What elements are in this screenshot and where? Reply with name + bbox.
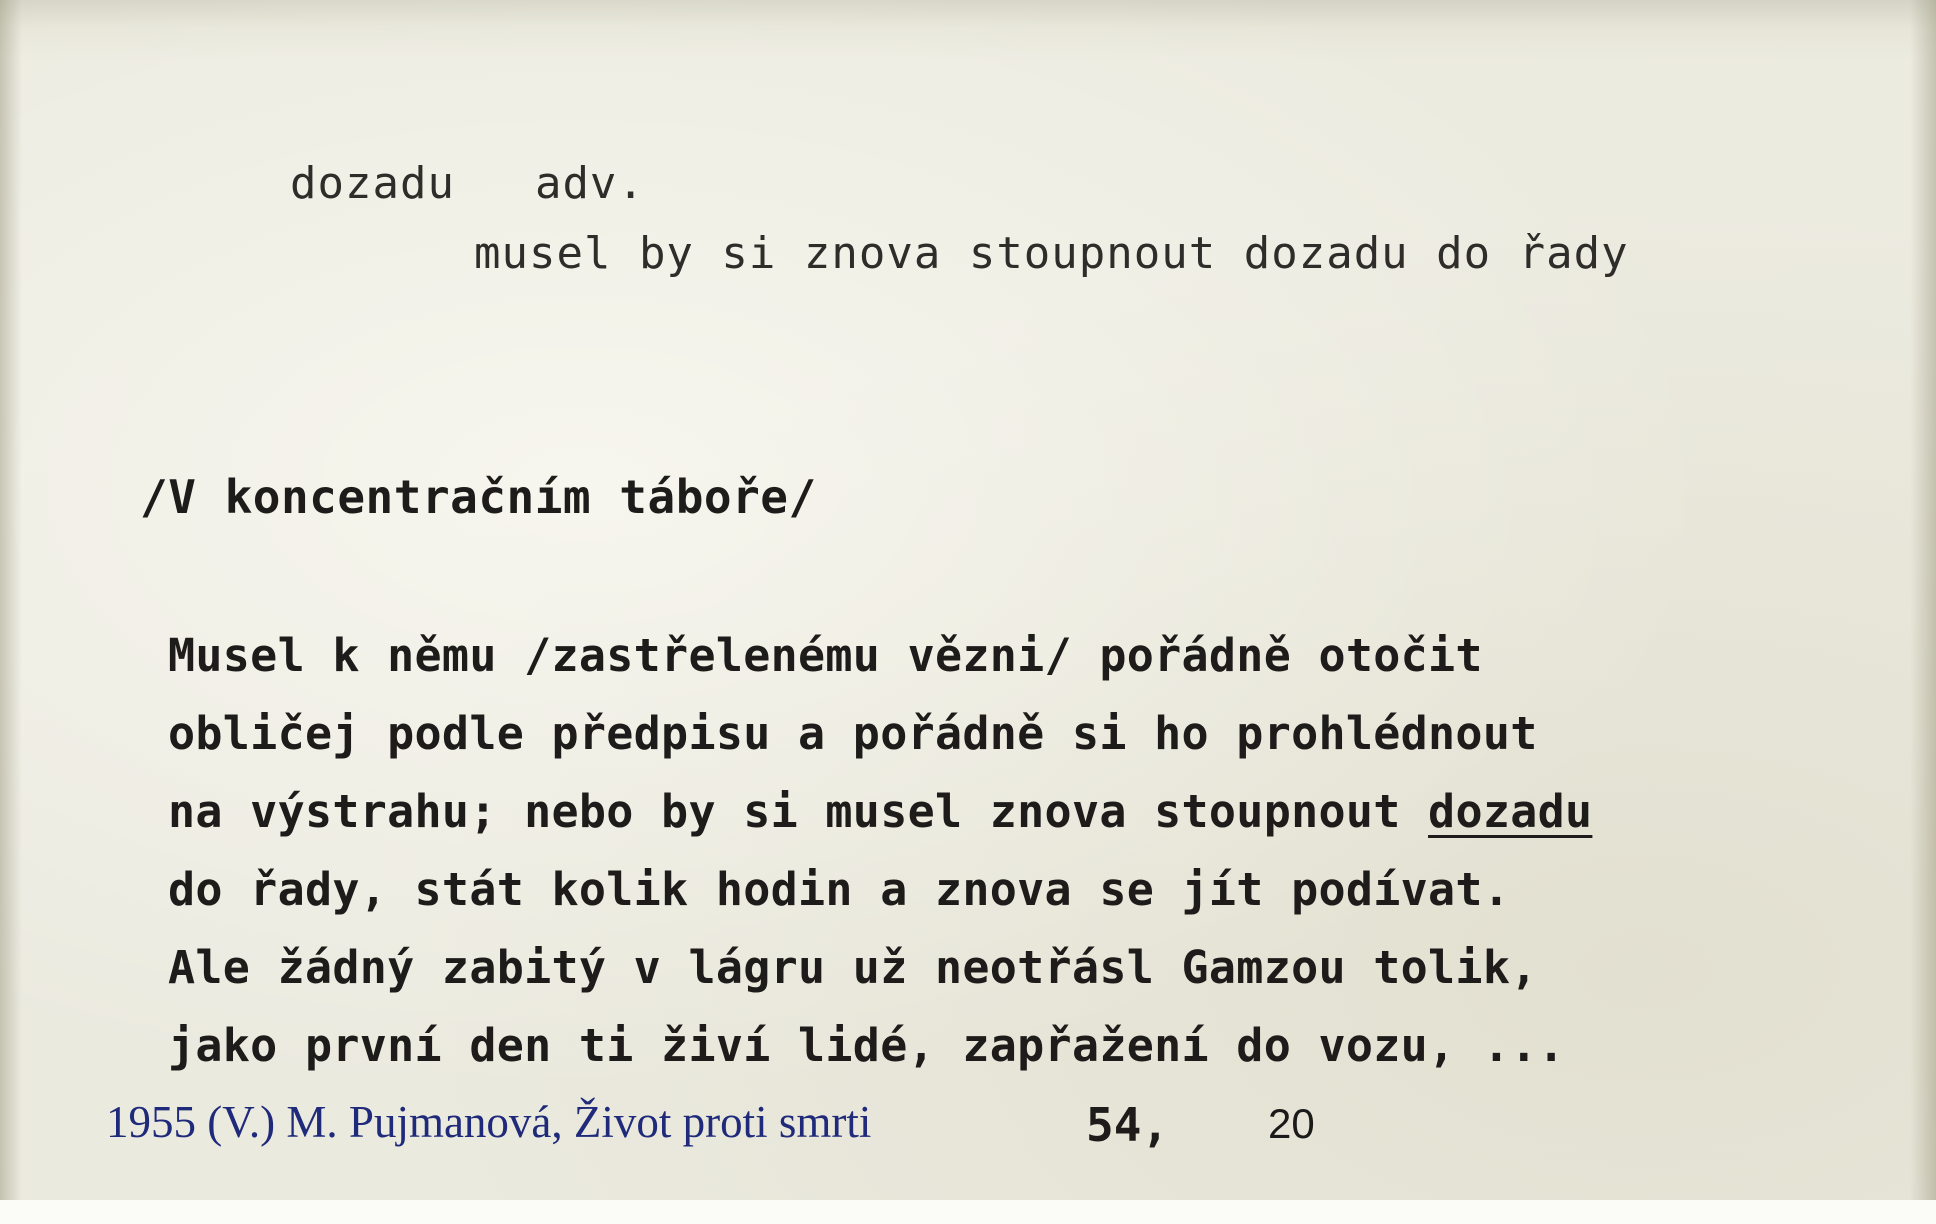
headword: dozadu [290,158,455,209]
quotation-block [168,617,1592,1085]
card-right-edge-shadow [1910,0,1936,1212]
part-of-speech: adv. [534,158,645,209]
quote-line: obličej podle předpisu a pořádně si ho prohlédnout [168,707,1538,760]
underlined-headword: dozadu [1428,785,1593,838]
quote-line [168,773,1592,851]
source-citation: 1955 (V.) M. Pujmanová, Život proti smrti [106,1097,872,1147]
quote-line: Ale žádný zabitý v lágru už neotřásl Gamzou tolik, [168,941,1538,994]
quote-line: do řady, stát kolik hodin a znova se jít podívat. [168,863,1511,916]
context-label: /V koncentračním táboře/ [140,470,817,524]
page-number: 20 [1268,1100,1315,1147]
scan-bottom-margin [0,1200,1936,1224]
quote-line-text: na výstrahu; nebo by si musel znova stoupnout [168,785,1429,838]
typed-page-reference: 54, [1086,1098,1170,1152]
example-sentence: musel by si znova stoupnout dozadu do řady [474,228,1629,279]
card-left-edge-shadow [0,0,22,1212]
quote-line: jako první den ti živí lidé, zapřažení do vozu, ... [168,1019,1566,1072]
headword-line [290,158,645,209]
quote-line: Musel k němu /zastřelenému vězni/ pořádně otočit [168,629,1483,682]
